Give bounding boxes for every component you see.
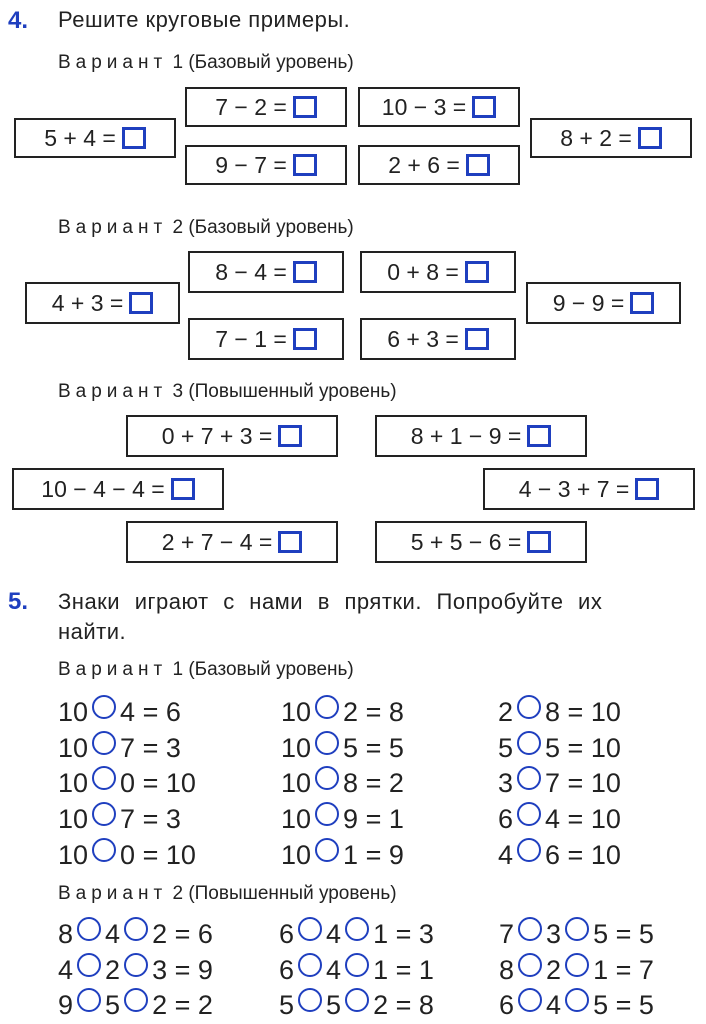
operand: 6: [279, 954, 295, 985]
variant-text: 3 (Повышенный уровень): [172, 381, 397, 402]
operand-result: 0 = 10: [120, 767, 196, 798]
answer-box[interactable]: [278, 531, 302, 553]
operand-result: 8 = 2: [343, 767, 404, 798]
sign-example: [281, 838, 404, 872]
operand-result: 6 = 10: [545, 839, 621, 870]
circle-example: [483, 468, 695, 510]
circle-example: [188, 251, 344, 293]
operand-result: 4 = 10: [545, 803, 621, 834]
sign-circle[interactable]: [517, 695, 541, 719]
variant-text: 2 (Базовый уровень): [172, 217, 354, 238]
operand-result: 5 = 5: [343, 732, 404, 763]
answer-box[interactable]: [630, 292, 654, 314]
operand-result: 1 = 7: [593, 954, 654, 985]
example-text: 5 + 5 − 6 =: [410, 528, 522, 555]
sign-example: [499, 917, 654, 951]
answer-box[interactable]: [527, 425, 551, 447]
sign-example: [58, 766, 196, 800]
sign-circle[interactable]: [298, 917, 322, 941]
sign-example: [279, 988, 434, 1022]
task5-variant2-heading: [58, 883, 397, 905]
operand-result: 7 = 10: [545, 767, 621, 798]
sign-circle[interactable]: [124, 988, 148, 1012]
sign-circle[interactable]: [517, 766, 541, 790]
operand: 3: [498, 767, 514, 798]
operand: 10: [281, 803, 312, 834]
sign-example: [499, 988, 654, 1022]
example-text: 8 − 4 =: [215, 258, 287, 285]
answer-box[interactable]: [293, 328, 317, 350]
answer-box[interactable]: [465, 328, 489, 350]
variant-text: 1 (Базовый уровень): [172, 659, 354, 680]
operand: 5: [326, 989, 342, 1020]
operand: 10: [281, 767, 312, 798]
sign-circle[interactable]: [345, 917, 369, 941]
operand: 10: [58, 696, 89, 727]
sign-circle[interactable]: [517, 731, 541, 755]
sign-circle[interactable]: [92, 731, 116, 755]
operand: 4: [326, 918, 342, 949]
operand-result: 2 = 8: [373, 989, 434, 1020]
operand: 3: [546, 918, 562, 949]
operand-result: 5 = 10: [545, 732, 621, 763]
variant-label: Вариант: [58, 659, 168, 680]
example-text: 10 − 4 − 4 =: [41, 475, 165, 502]
operand: 6: [498, 803, 514, 834]
variant-label: Вариант: [58, 883, 168, 904]
answer-box[interactable]: [171, 478, 195, 500]
sign-circle[interactable]: [92, 838, 116, 862]
sign-circle[interactable]: [315, 802, 339, 826]
example-text: 7 − 1 =: [215, 325, 287, 352]
sign-example: [281, 695, 404, 729]
task5-number: 5.: [8, 588, 29, 615]
variant-label: Вариант: [58, 52, 168, 73]
sign-example: [58, 802, 181, 836]
sign-circle[interactable]: [345, 988, 369, 1012]
answer-box[interactable]: [293, 261, 317, 283]
operand: 6: [279, 918, 295, 949]
sign-circle[interactable]: [92, 802, 116, 826]
operand: 5: [279, 989, 295, 1020]
sign-circle[interactable]: [565, 917, 589, 941]
variant-text: 1 (Базовый уровень): [172, 52, 354, 73]
task4-variant1-heading: [58, 52, 354, 74]
answer-box[interactable]: [638, 127, 662, 149]
example-text: 4 + 3 =: [51, 289, 124, 316]
task4-variant3-heading: [58, 381, 397, 403]
sign-circle[interactable]: [92, 695, 116, 719]
example-text: 2 + 7 − 4 =: [161, 528, 273, 555]
example-text: 5 + 4 =: [44, 124, 116, 151]
operand: 4: [498, 839, 514, 870]
operand: 8: [499, 954, 515, 985]
sign-example: [498, 802, 621, 836]
sign-circle[interactable]: [124, 917, 148, 941]
operand: 7: [499, 918, 515, 949]
sign-example: [279, 917, 434, 951]
circle-example: [360, 318, 516, 360]
circle-example: [526, 282, 681, 324]
operand: 2: [546, 954, 562, 985]
sign-circle[interactable]: [518, 953, 542, 977]
operand-result: 9 = 1: [343, 803, 404, 834]
sign-example: [58, 917, 213, 951]
sign-example: [58, 988, 213, 1022]
operand: 9: [58, 989, 74, 1020]
sign-circle[interactable]: [517, 802, 541, 826]
circle-example: [185, 87, 347, 127]
sign-circle[interactable]: [565, 953, 589, 977]
operand-result: 0 = 10: [120, 839, 196, 870]
sign-example: [498, 838, 621, 872]
circle-example: [375, 415, 587, 457]
operand: 4: [546, 989, 562, 1020]
task4-variant2-heading: [58, 217, 354, 239]
circle-example: [530, 118, 692, 158]
circle-example: [126, 415, 338, 457]
operand: 10: [58, 732, 89, 763]
sign-circle[interactable]: [77, 988, 101, 1012]
example-text: 0 + 8 =: [387, 258, 459, 285]
operand-result: 1 = 3: [373, 918, 434, 949]
operand: 10: [281, 839, 312, 870]
circle-example: [126, 521, 338, 563]
operand: 10: [281, 696, 312, 727]
variant-label: Вариант: [58, 217, 168, 238]
operand-result: 5 = 5: [593, 989, 654, 1020]
operand-result: 8 = 10: [545, 696, 621, 727]
sign-circle[interactable]: [518, 988, 542, 1012]
operand-result: 3 = 9: [152, 954, 213, 985]
operand-result: 7 = 3: [120, 732, 181, 763]
task5-title-line2: найти.: [58, 619, 127, 644]
answer-box[interactable]: [293, 96, 317, 118]
answer-box[interactable]: [635, 478, 659, 500]
sign-circle[interactable]: [92, 766, 116, 790]
example-text: 8 + 1 − 9 =: [410, 422, 522, 449]
answer-box[interactable]: [293, 154, 317, 176]
circle-example: [188, 318, 344, 360]
sign-circle[interactable]: [518, 917, 542, 941]
operand-result: 4 = 6: [120, 696, 181, 727]
operand: 5: [498, 732, 514, 763]
variant-label: Вариант: [58, 381, 168, 402]
operand: 6: [499, 989, 515, 1020]
example-text: 0 + 7 + 3 =: [161, 422, 273, 449]
sign-example: [58, 838, 196, 872]
sign-example: [498, 695, 621, 729]
sign-example: [281, 766, 404, 800]
example-text: 4 − 3 + 7 =: [518, 475, 630, 502]
circle-example: [14, 118, 176, 158]
answer-box[interactable]: [122, 127, 146, 149]
circle-example: [358, 145, 520, 185]
answer-box[interactable]: [527, 531, 551, 553]
sign-example: [281, 731, 404, 765]
operand: 2: [498, 696, 514, 727]
circle-example: [358, 87, 520, 127]
operand-result: 2 = 6: [152, 918, 213, 949]
sign-circle[interactable]: [315, 695, 339, 719]
sign-circle[interactable]: [298, 953, 322, 977]
operand: 4: [326, 954, 342, 985]
example-text: 7 − 2 =: [215, 93, 287, 120]
operand: 8: [58, 918, 74, 949]
circle-example: [360, 251, 516, 293]
answer-box[interactable]: [465, 261, 489, 283]
sign-circle[interactable]: [315, 838, 339, 862]
operand: 10: [58, 767, 89, 798]
answer-box[interactable]: [466, 154, 490, 176]
operand: 5: [105, 989, 121, 1020]
circle-example: [375, 521, 587, 563]
example-text: 9 − 9 =: [552, 289, 625, 316]
example-text: 8 + 2 =: [560, 124, 632, 151]
sign-example: [499, 953, 654, 987]
sign-example: [58, 953, 213, 987]
operand: 10: [58, 803, 89, 834]
sign-circle[interactable]: [315, 766, 339, 790]
sign-circle[interactable]: [565, 988, 589, 1012]
circle-example: [12, 468, 224, 510]
answer-box[interactable]: [129, 292, 153, 314]
variant-text: 2 (Повышенный уровень): [172, 883, 397, 904]
operand-result: 7 = 3: [120, 803, 181, 834]
sign-example: [279, 953, 434, 987]
answer-box[interactable]: [472, 96, 496, 118]
answer-box[interactable]: [278, 425, 302, 447]
task4-number: 4.: [8, 7, 29, 34]
operand-result: 2 = 2: [152, 989, 213, 1020]
task4-title: Решите круговые примеры.: [58, 7, 351, 32]
operand: 4: [58, 954, 74, 985]
sign-circle[interactable]: [345, 953, 369, 977]
operand-result: 5 = 5: [593, 918, 654, 949]
task5-title-text: Знаки играют с нами в прятки. Попробуйте их: [58, 589, 603, 614]
circle-example: [185, 145, 347, 185]
sign-circle[interactable]: [298, 988, 322, 1012]
sign-example: [58, 695, 181, 729]
operand-result: 1 = 1: [373, 954, 434, 985]
operand: 2: [105, 954, 121, 985]
operand-result: 1 = 9: [343, 839, 404, 870]
operand: 10: [281, 732, 312, 763]
task5-variant1-heading: [58, 659, 354, 681]
sign-circle[interactable]: [315, 731, 339, 755]
sign-circle[interactable]: [77, 953, 101, 977]
sign-example: [58, 731, 181, 765]
sign-example: [498, 766, 621, 800]
task5-title-line1: [58, 589, 703, 615]
circle-example: [25, 282, 180, 324]
sign-example: [498, 731, 621, 765]
sign-circle[interactable]: [77, 917, 101, 941]
example-text: 2 + 6 =: [388, 151, 460, 178]
sign-example: [281, 802, 404, 836]
example-text: 6 + 3 =: [387, 325, 459, 352]
operand: 10: [58, 839, 89, 870]
sign-circle[interactable]: [517, 838, 541, 862]
operand: 4: [105, 918, 121, 949]
operand-result: 2 = 8: [343, 696, 404, 727]
sign-circle[interactable]: [124, 953, 148, 977]
example-text: 10 − 3 =: [381, 93, 467, 120]
example-text: 9 − 7 =: [215, 151, 287, 178]
